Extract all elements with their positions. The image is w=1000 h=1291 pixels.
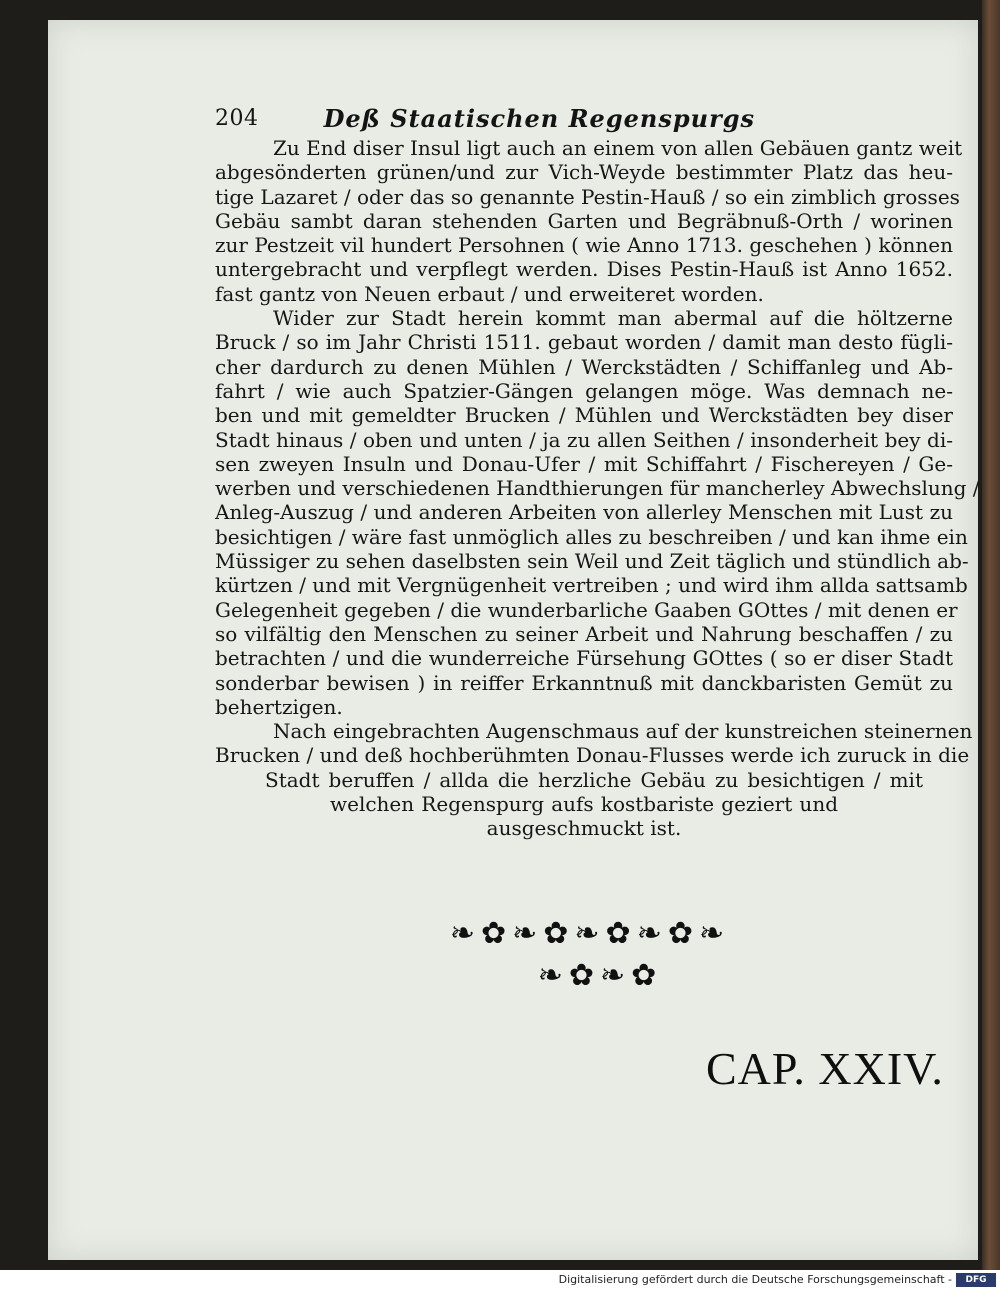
text-line: werben und verschiedenen Handthierungen für mancherley Abwechslung / [215, 476, 980, 501]
text-line: Brucken / und deß hochberühmten Donau-Flusses werde ich zuruck in die [215, 743, 970, 768]
text-line: so vilfältig den Menschen zu seiner Arbeit und Nahrung beschaffen / zu [215, 621, 953, 646]
text-line: sen zweyen Insuln und Donau-Ufer / mit Schiffahrt / Fischereyen / Ge- [215, 451, 953, 476]
text-line: sonderbar bewisen ) in reiffer Erkanntnuß mit danckbaristen Gemüt zu [215, 670, 953, 695]
book-page [48, 20, 978, 1260]
text-line: kürtzen / und mit Vergnügenheit vertreiben ; und wird ihm allda sattsamb [215, 573, 968, 598]
body-text [215, 136, 980, 841]
text-line: fast gantz von Neuen erbaut / und erweiteret worden. [215, 281, 764, 306]
page-header [215, 98, 755, 138]
text-line: welchen Regenspurg aufs kostbariste geziert und [330, 792, 838, 817]
text-line: Anleg-Auszug / und anderen Arbeiten von allerley Menschen mit Lust zu [215, 500, 953, 525]
running-title: Deß Staatischen Regenspurgs [323, 104, 755, 133]
text-line: Müssiger zu sehen daselbsten sein Weil und Zeit täglich und stündlich ab- [215, 549, 969, 574]
text-line: untergebracht und verpflegt werden. Dises Pestin-Hauß ist Anno 1652. [215, 257, 953, 282]
chapter-label: CAP. XXIV. [706, 1043, 944, 1094]
text-line: Gebäu sambt daran stehenden Garten und Begräbnuß-Orth / worinen [215, 208, 953, 233]
text-line: cher dardurch zu denen Mühlen / Werckstädten / Schiffanleg und Ab- [215, 354, 953, 379]
text-line: zur Pestzeit vil hundert Persohnen ( wie Anno 1713. geschehen ) können [215, 233, 953, 258]
text-line: tige Lazaret / oder das so genannte Pestin-Hauß / so ein zimblich grosses [215, 184, 960, 209]
footer-credit: Digitalisierung gefördert durch die Deutsche Forschungsgemeinschaft - [558, 1273, 952, 1286]
page-number: 204 [215, 106, 259, 131]
text-line: Wider zur Stadt herein kommt man abermal auf die höltzerne [273, 306, 953, 331]
text-line: betrachten / und die wunderreiche Fürsehung GOttes ( so er diser Stadt [215, 646, 953, 671]
text-line: besichtigen / wäre fast unmöglich alles zu beschreiben / und kan ihme ein [215, 524, 968, 549]
ornament-row: ❧✿❧✿ [537, 958, 663, 993]
text-line: Nach eingebrachten Augenschmaus auf der kunstreichen steinernen [273, 719, 973, 744]
text-line: ausgeschmuckt ist. [486, 816, 682, 841]
text-line: behertzigen. [215, 694, 343, 719]
text-line: Stadt beruffen / allda die herzliche Gebäu zu besichtigen / mit [265, 767, 923, 792]
ornament-row: ❧✿❧✿❧✿❧✿❧ [449, 916, 731, 951]
text-line: abgesönderten grünen/und zur Vich-Weyde bestimmter Platz das heu- [215, 160, 953, 185]
text-line: fahrt / wie auch Spatzier-Gängen gelangen möge. Was demnach ne- [215, 378, 953, 403]
text-line: ben und mit gemeldter Brucken / Mühlen und Werckstädten bey diser [215, 403, 953, 428]
text-line: Gelegenheit gegeben / die wunderbarliche Gaaben GOttes / mit denen er [215, 597, 958, 622]
text-line: Zu End diser Insul ligt auch an einem von allen Gebäuen gantz weit [273, 136, 963, 160]
text-line: Stadt hinaus / oben und unten / ja zu allen Seithen / insonderheit bey di- [215, 427, 953, 452]
dfg-logo: DFG [956, 1273, 996, 1287]
book-edge [982, 0, 1000, 1270]
footer-bar [0, 1270, 1000, 1291]
text-line: Bruck / so im Jahr Christi 1511. gebaut worden / damit man desto fügli- [215, 330, 953, 355]
